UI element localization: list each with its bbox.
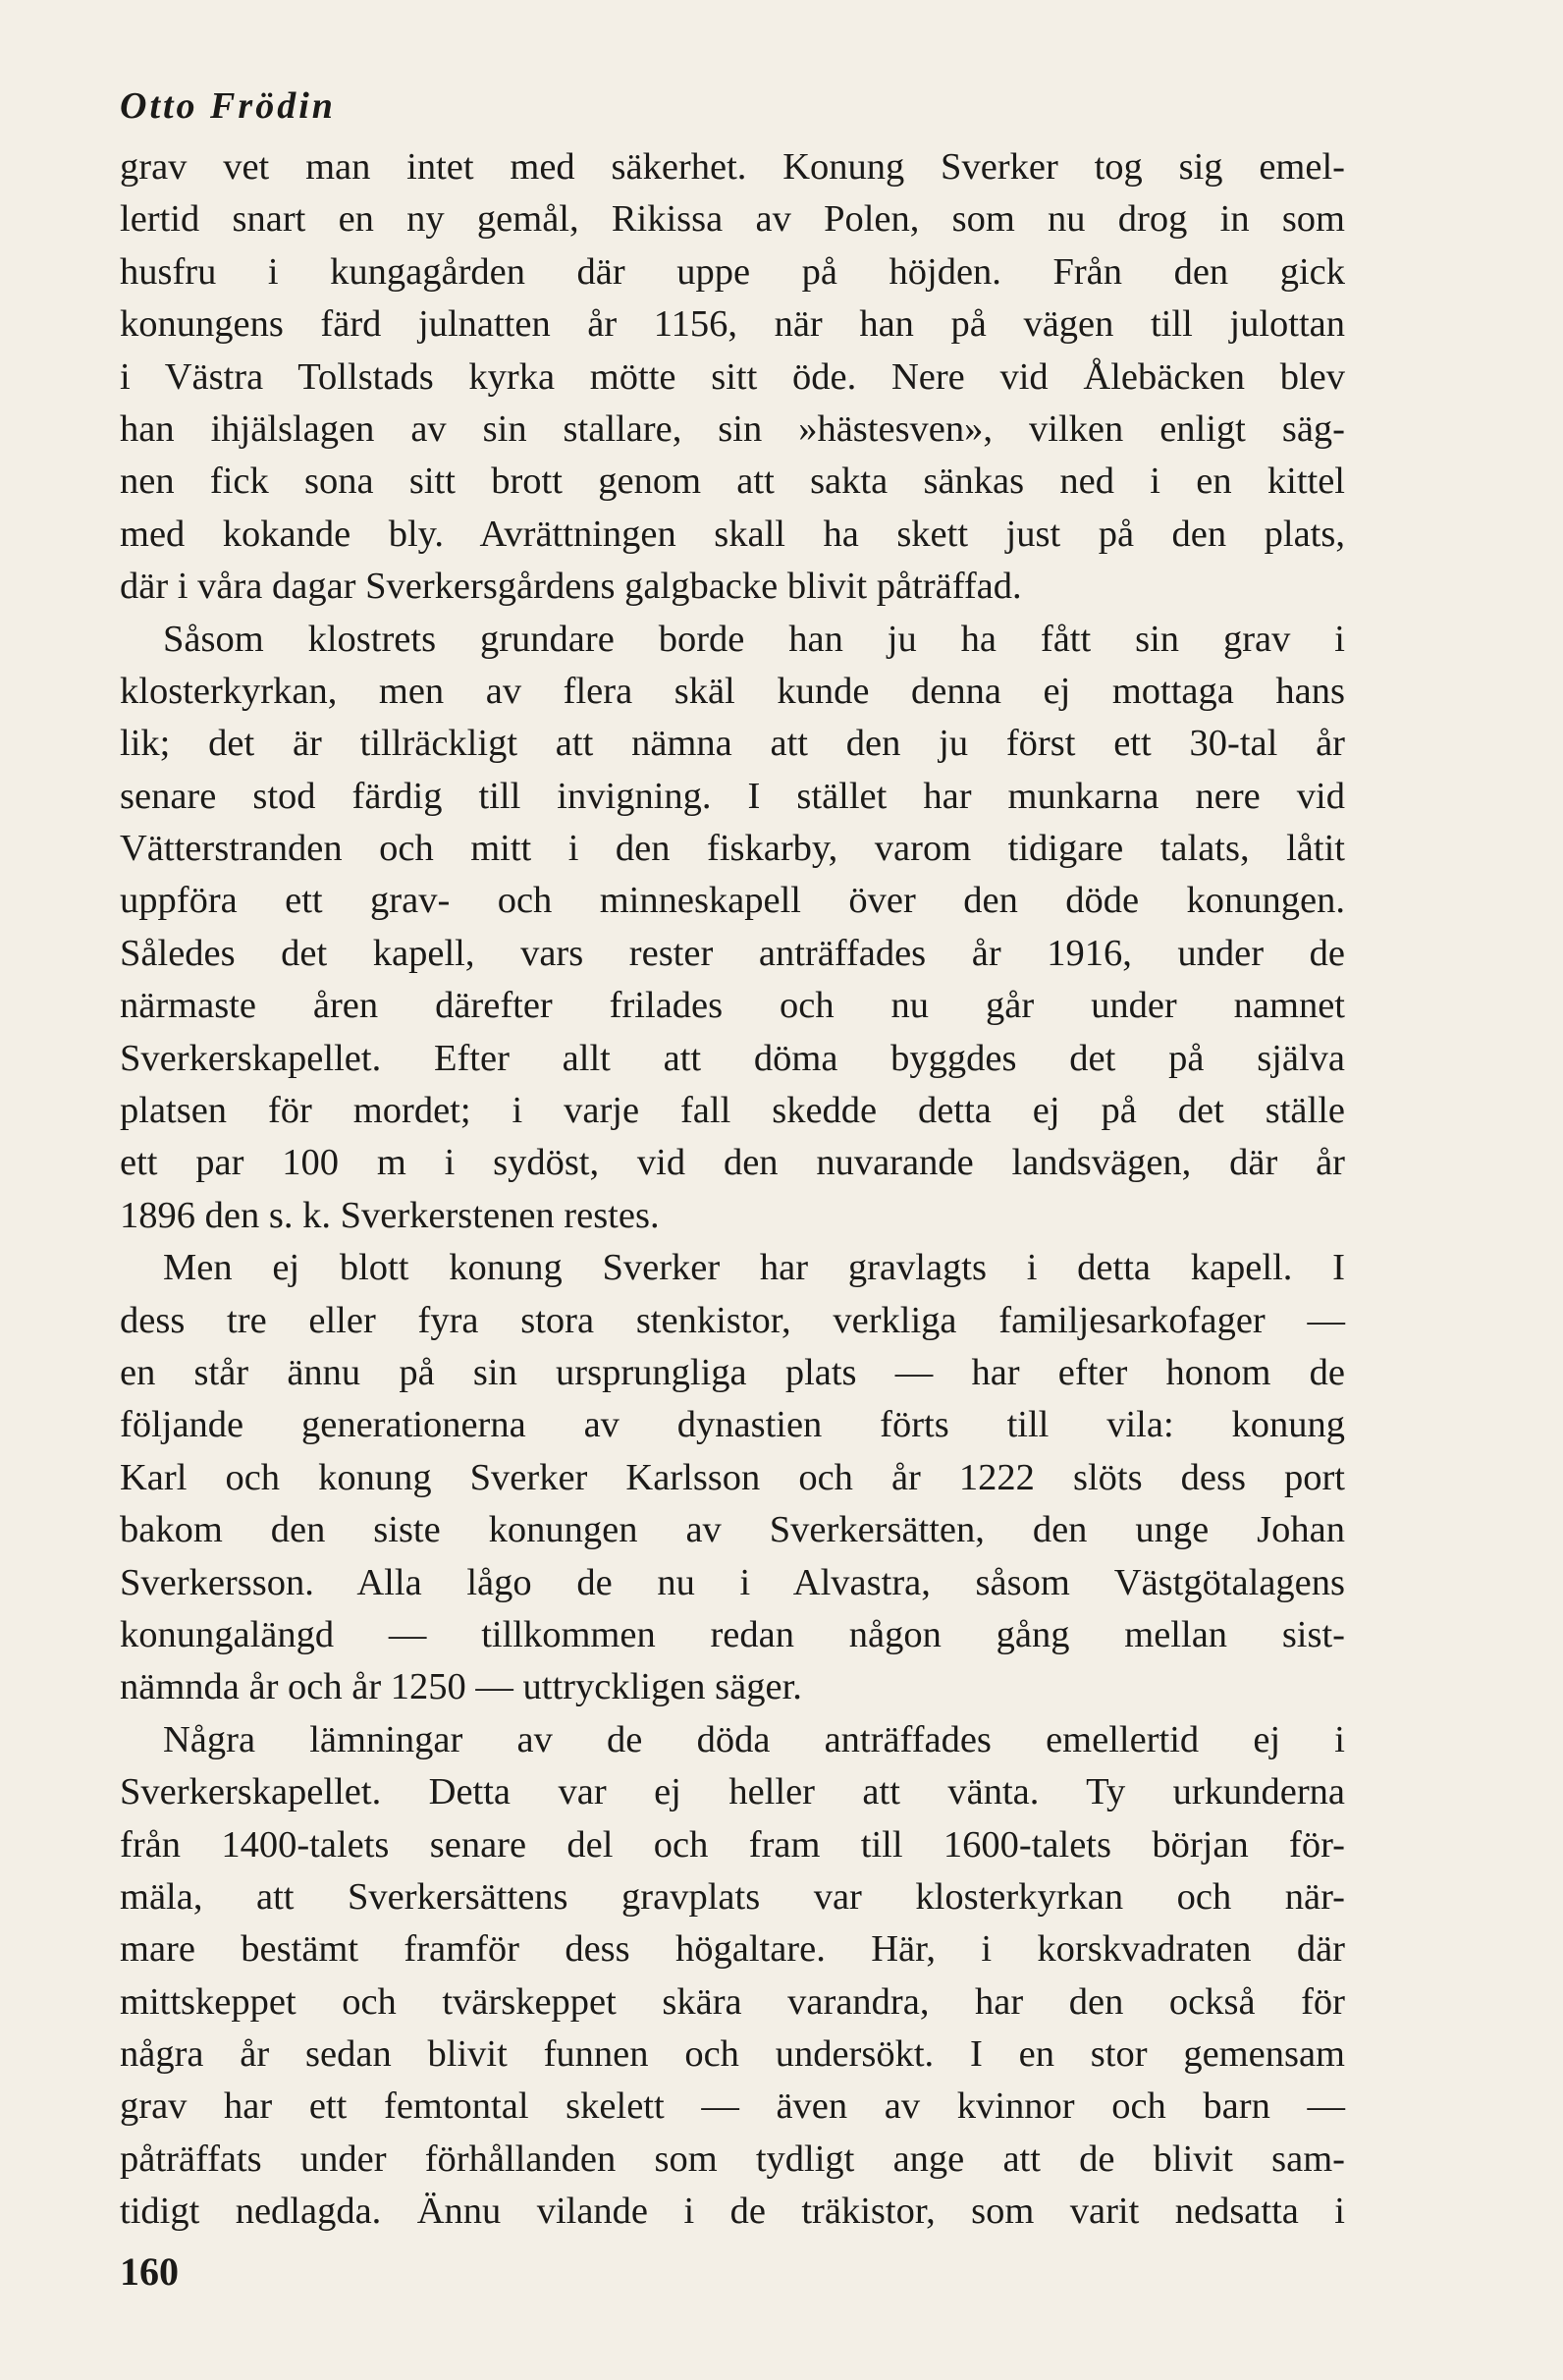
text-line: konungalängd — tillkommen redan någon gång mellan sist- [120,1613,1345,1655]
text-line: Sverkerskapellet. Efter allt att döma byggdes det på själva [120,1037,1345,1079]
text-line: Några lämningar av de döda anträffades emellertid ej i [163,1718,1345,1760]
text-line: mare bestämt framför dess högaltare. Här, i korskvadraten där [120,1928,1345,1971]
text-line: Sverkersson. Alla lågo de nu i Alvastra, såsom Västgötalagens [120,1561,1345,1603]
text-line: med kokande bly. Avrättningen skall ha skett just på den plats, [120,513,1345,555]
text-line: Karl och konung Sverker Karlsson och år 1222 slöts dess port [120,1456,1345,1498]
body-text [120,141,1345,2239]
text-line: ett par 100 m i sydöst, vid den nuvarande landsvägen, där år [120,1142,1345,1184]
text-line: Således det kapell, vars rester anträffades år 1916, under de [120,932,1345,974]
text-line: 1896 den s. k. Sverkerstenen restes. [120,1194,660,1236]
text-line: där i våra dagar Sverkersgårdens galgbacke blivit påträffad. [120,566,1022,608]
text-line: bakom den siste konungen av Sverkersätten, den unge Johan [120,1509,1345,1551]
text-line: mäla, att Sverkersättens gravplats var klosterkyrkan och när- [120,1875,1345,1918]
page-number: 160 [120,2249,179,2294]
paragraph [120,614,1345,1243]
text-line: närmaste åren därefter frilades och nu går under namnet [120,985,1345,1027]
paragraph [120,141,1345,614]
text-line: i Västra Tollstads kyrka mötte sitt öde. Nere vid Ålebäcken blev [120,355,1345,398]
text-line: påträffats under förhållanden som tydligt ange att de blivit sam- [120,2137,1345,2180]
running-head: Otto Frödin [120,85,336,127]
text-line: nen fick sona sitt brott genom att sakta sänkas ned i en kittel [120,460,1345,503]
text-line: klosterkyrkan, men av flera skäl kunde denna ej mottaga hans [120,670,1345,712]
text-line: nämnda år och år 1250 — uttryckligen säger. [120,1666,802,1708]
text-line: husfru i kungagården där uppe på höjden. Från den gick [120,250,1345,293]
text-line: platsen för mordet; i varje fall skedde detta ej på det ställe [120,1090,1345,1132]
text-line: en står ännu på sin ursprungliga plats — har efter honom de [120,1351,1345,1393]
text-line: konungens färd julnatten år 1156, när han på vägen till julottan [120,303,1345,346]
text-line: Såsom klostrets grundare borde han ju ha fått sin grav i [163,618,1345,660]
text-line: dess tre eller fyra stora stenkistor, verkliga familjesarkofager — [120,1299,1345,1341]
text-line: tidigt nedlagda. Ännu vilande i de träkistor, som varit nedsatta i [120,2191,1345,2233]
text-line: uppföra ett grav- och minneskapell över den döde konungen. [120,880,1345,922]
text-line: grav har ett femtontal skelett — även av kvinnor och barn — [120,2085,1345,2128]
text-line: senare stod färdig till invigning. I stället har munkarna nere vid [120,775,1345,817]
text-line: mittskeppet och tvärskeppet skära varandra, har den också för [120,1980,1345,2023]
text-line: följande generationerna av dynastien förts till vila: konung [120,1404,1345,1446]
paragraph [120,1242,1345,1714]
text-line: Sverkerskapellet. Detta var ej heller att vänta. Ty urkunderna [120,1771,1345,1813]
text-line: Men ej blott konung Sverker har gravlagts i detta kapell. I [163,1247,1345,1289]
text-line: lertid snart en ny gemål, Rikissa av Polen, som nu drog in som [120,198,1345,241]
text-line: lik; det är tillräckligt att nämna att den ju först ett 30-tal år [120,723,1345,765]
text-line: Vätterstranden och mitt i den fiskarby, varom tidigare talats, låtit [120,828,1345,870]
text-line: han ihjälslagen av sin stallare, sin »hästesven», vilken enligt säg- [120,407,1345,450]
text-line: några år sedan blivit funnen och undersökt. I en stor gemensam [120,2033,1345,2076]
paragraph [120,1714,1345,2239]
text-line: från 1400-talets senare del och fram till 1600-talets början för- [120,1823,1345,1866]
text-line: grav vet man intet med säkerhet. Konung Sverker tog sig emel- [120,146,1345,188]
